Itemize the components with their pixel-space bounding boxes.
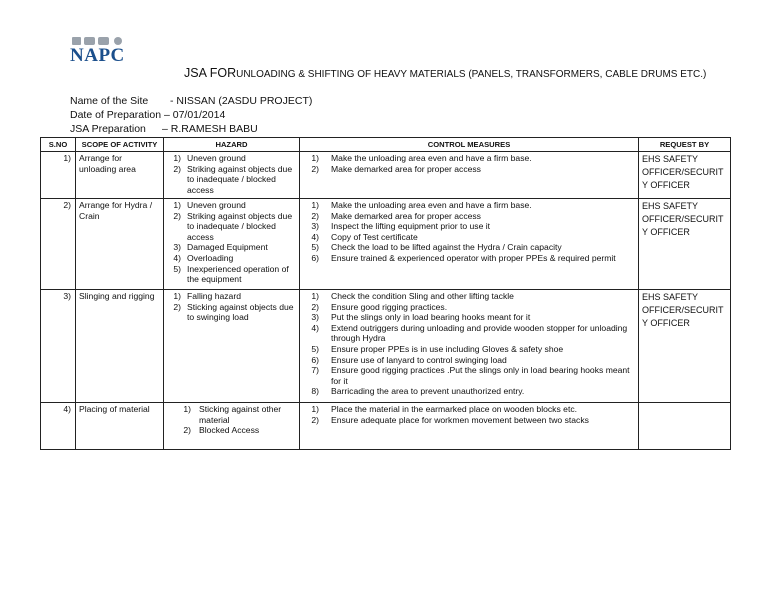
row-hazards bbox=[164, 199, 300, 290]
list-item: 2) Striking against objects due to inadequate / blocked access bbox=[173, 210, 293, 242]
list-item: 5) Inexperienced operation of the equipment bbox=[173, 263, 289, 285]
list-item: 3) Inspect the lifting equipment prior to use it bbox=[311, 221, 491, 232]
list-item: 2) Striking against objects due to inadequate / blocked access bbox=[173, 163, 293, 195]
row-scope: Placing of material bbox=[76, 403, 164, 450]
list-item: 3) Put the slings only in load bearing hooks meant for it bbox=[311, 312, 531, 323]
row-controls bbox=[300, 403, 639, 450]
row-sno: 2) bbox=[41, 199, 76, 290]
table-row bbox=[41, 152, 731, 199]
row-controls bbox=[300, 290, 639, 403]
company-logo: NAPC bbox=[70, 45, 125, 66]
date-value: – 07/01/2014 bbox=[163, 109, 226, 121]
list-item: 8) Barricading the area to prevent unauthorized entry. bbox=[311, 386, 525, 397]
row-sno: 4) bbox=[41, 403, 76, 450]
list-item: 5) Ensure proper PPEs is in use including Gloves & safety shoe bbox=[311, 343, 564, 354]
row-scope: Slinging and rigging bbox=[76, 290, 164, 403]
jsa-table bbox=[40, 137, 731, 450]
prep-line bbox=[70, 123, 258, 135]
row-controls bbox=[300, 152, 639, 199]
row-request-by: EHS SAFETY OFFICER/SECURIT Y OFFICER bbox=[639, 290, 731, 403]
list-item: 1) Sticking against other material bbox=[183, 404, 282, 425]
table-row bbox=[41, 199, 731, 290]
list-item: 2) Blocked Access bbox=[183, 425, 260, 436]
header-scope: SCOPE OF ACTIVITY bbox=[76, 138, 164, 152]
list-item: 6) Ensure trained & experienced operator with proper PPEs & required permit bbox=[311, 252, 616, 263]
date-label: Date of Preparation bbox=[70, 109, 162, 121]
list-item: 2) Sticking against objects due to swinging load bbox=[173, 301, 294, 323]
row-scope: Arrange for Hydra / Crain bbox=[76, 199, 164, 290]
row-hazards bbox=[164, 290, 300, 403]
list-item: 1) Uneven ground bbox=[173, 200, 246, 210]
row-sno: 1) bbox=[41, 152, 76, 199]
list-item: 2) Make demarked area for proper access bbox=[311, 210, 481, 221]
row-controls bbox=[300, 199, 639, 290]
list-item: 1) Make the unloading area even and have a firm base. bbox=[311, 153, 532, 163]
list-item: 4) Copy of Test certificate bbox=[311, 231, 418, 242]
title-prefix: JSA FOR bbox=[184, 66, 237, 80]
header-request-by: REQUEST BY bbox=[639, 138, 731, 152]
site-line bbox=[70, 95, 312, 107]
site-value: - NISSAN (2ASDU PROJECT) bbox=[170, 95, 313, 107]
prep-label: JSA Preparation bbox=[70, 123, 146, 135]
list-item: 4) Extend outriggers during unloading and provide wooden stopper for unloading through Hydra bbox=[311, 322, 628, 344]
list-item: 2) Make demarked area for proper access bbox=[311, 163, 481, 174]
prep-value: – R.RAMESH BABU bbox=[162, 123, 258, 135]
table-row bbox=[41, 403, 731, 450]
row-sno: 3) bbox=[41, 290, 76, 403]
row-request-by bbox=[639, 403, 731, 450]
header-sno: S.NO bbox=[41, 138, 76, 152]
row-scope: Arrange for unloading area bbox=[76, 152, 164, 199]
document-title bbox=[184, 66, 706, 80]
list-item: 4) Overloading bbox=[173, 252, 234, 263]
list-item: 1) Make the unloading area even and have a firm base. bbox=[311, 200, 532, 210]
header-hazard: HAZARD bbox=[164, 138, 300, 152]
list-item: 6) Ensure use of lanyard to control swinging load bbox=[311, 354, 507, 365]
table-header-row bbox=[41, 138, 731, 152]
list-item: 2) Ensure good rigging practices. bbox=[311, 301, 448, 312]
header-control-measures: CONTROL MEASURES bbox=[300, 138, 639, 152]
row-request-by: EHS SAFETY OFFICER/SECURIT Y OFFICER bbox=[639, 152, 731, 199]
title-rest: UNLOADING & SHIFTING OF HEAVY MATERIALS (PANELS, TRANSFORMERS, CABLE DRUMS ETC.) bbox=[236, 69, 707, 80]
date-line bbox=[70, 109, 225, 121]
list-item: 1) Place the material in the earmarked place on wooden blocks etc. bbox=[311, 404, 578, 414]
list-item: 1) Falling hazard bbox=[173, 291, 241, 301]
row-request-by: EHS SAFETY OFFICER/SECURIT Y OFFICER bbox=[639, 199, 731, 290]
list-item: 5) Check the load to be lifted against the Hydra / Crain capacity bbox=[311, 242, 562, 253]
list-item: 7) Ensure good rigging practices .Put the slings only in load bearing hooks meant for it bbox=[311, 365, 630, 386]
table-row bbox=[41, 290, 731, 403]
row-hazards bbox=[164, 152, 300, 199]
site-label: Name of the Site bbox=[70, 95, 149, 107]
list-item: 2) Ensure adequate place for workmen movement between two stacks bbox=[311, 414, 589, 425]
row-hazards bbox=[164, 403, 300, 450]
list-item: 3) Damaged Equipment bbox=[173, 242, 268, 253]
list-item: 1) Check the condition Sling and other lifting tackle bbox=[311, 291, 514, 301]
list-item: 1) Uneven ground bbox=[173, 153, 246, 163]
